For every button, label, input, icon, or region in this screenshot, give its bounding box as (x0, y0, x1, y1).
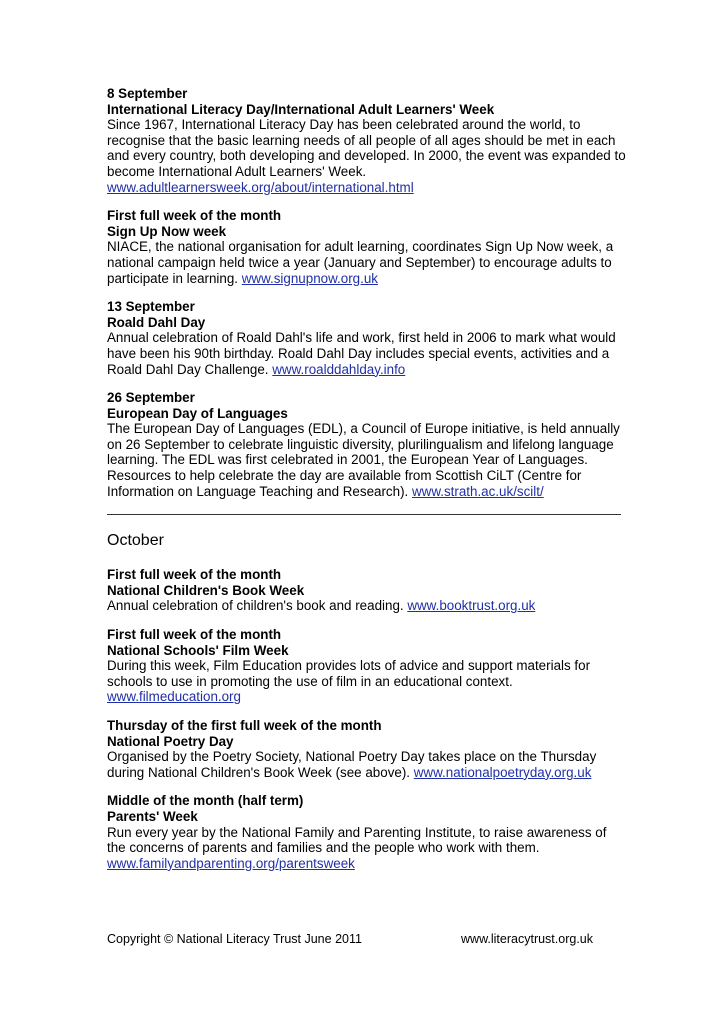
event-date: First full week of the month (107, 627, 282, 643)
event-description (107, 658, 627, 705)
event-title: National Poetry Day (107, 733, 234, 749)
event-text: During this week, Film Education provides lots of advice and support materials for schools to use in promoting the use of film in an educational context. (107, 658, 591, 689)
section-divider (107, 514, 621, 515)
event-title: National Children's Book Week (107, 582, 305, 598)
footer-copyright: Copyright © National Literacy Trust June 2011 (107, 932, 362, 946)
event-link[interactable]: www.booktrust.org.uk (407, 598, 536, 614)
footer-site: www.literacytrust.org.uk (461, 932, 593, 946)
event-text: NIACE, the national organisation for adult learning, coordinates Sign Up Now week, a national campaign held twice a year (January and September) to encourage adults to participate in learning. (107, 239, 614, 286)
event-entry-poetry-day (107, 718, 627, 780)
event-entry-languages-day (107, 390, 627, 499)
event-entry-literacy-day (107, 86, 627, 195)
event-date: First full week of the month (107, 567, 282, 583)
event-title: Sign Up Now week (107, 223, 227, 239)
event-text: Organised by the Poetry Society, National Poetry Day takes place on the Thursday during National Children's Book Week (see above). (107, 749, 597, 780)
event-date: Thursday of the first full week of the month (107, 718, 382, 733)
event-description (107, 330, 627, 377)
section-heading-october: October (107, 532, 164, 550)
event-text: Since 1967, International Literacy Day has been celebrated around the world, to recognise that the basic learning needs of all people of all ages should be met in each and every country, both developing and developed. In 2000, the event was expanded to become International Adult Learners' Week. (107, 117, 626, 179)
event-text: Annual celebration of Roald Dahl's life and work, first held in 2006 to mark what would have been his 90th birthday. Roald Dahl Day includes special events, activities and a Roald Dahl Day Challenge. (107, 330, 616, 377)
event-title: National Schools' Film Week (107, 642, 289, 658)
event-text: Run every year by the National Family and Parenting Institute, to raise awareness of the concerns of parents and families and the people who work with them. (107, 824, 607, 856)
event-link[interactable]: www.signupnow.org.uk (241, 270, 378, 286)
event-title: International Literacy Day/International Adult Learners' Week (107, 101, 495, 117)
event-date: 13 September (107, 299, 195, 315)
event-description (107, 117, 627, 195)
event-text: The European Day of Languages (EDL), a Council of Europe initiative, is held annually on 26 September to celebrate linguistic diversity, plurilingualism and lifelong language learning. The EDL was first celebrated in 2001, the European Year of Languages. Resources to help celebrate the day are available from Scottish CiLT (Centre for Information on Language Teaching and Research). (107, 421, 620, 499)
event-description (107, 825, 627, 872)
event-description (107, 421, 627, 499)
page-content (107, 86, 627, 884)
event-description (107, 598, 627, 614)
event-link[interactable]: www.strath.ac.uk/scilt/ (411, 483, 544, 499)
event-entry-book-week (107, 567, 627, 614)
event-entry-film-week (107, 627, 627, 705)
event-entry-parents-week (107, 793, 627, 871)
event-date: First full week of the month (107, 208, 282, 224)
event-link[interactable]: www.filmeducation.org (107, 689, 241, 705)
page-footer (107, 932, 593, 946)
event-title: Roald Dahl Day (107, 314, 206, 330)
event-date: 26 September (107, 390, 195, 406)
event-date: Middle of the month (half term) (107, 793, 304, 809)
event-description (107, 749, 627, 780)
event-entry-sign-up-now (107, 208, 627, 286)
event-date: 8 September (107, 86, 188, 101)
event-title: Parents' Week (107, 808, 198, 824)
event-link[interactable]: www.roalddahlday.info (272, 361, 406, 377)
event-link[interactable]: www.adultlearnersweek.org/about/international.html (107, 179, 414, 195)
event-description (107, 239, 627, 286)
event-link[interactable]: www.familyandparenting.org/parentsweek (107, 855, 355, 871)
event-text: Annual celebration of children's book and reading. (107, 598, 404, 614)
event-link[interactable]: www.nationalpoetryday.org.uk (413, 764, 592, 780)
event-entry-roald-dahl (107, 299, 627, 377)
event-title: European Day of Languages (107, 405, 288, 421)
